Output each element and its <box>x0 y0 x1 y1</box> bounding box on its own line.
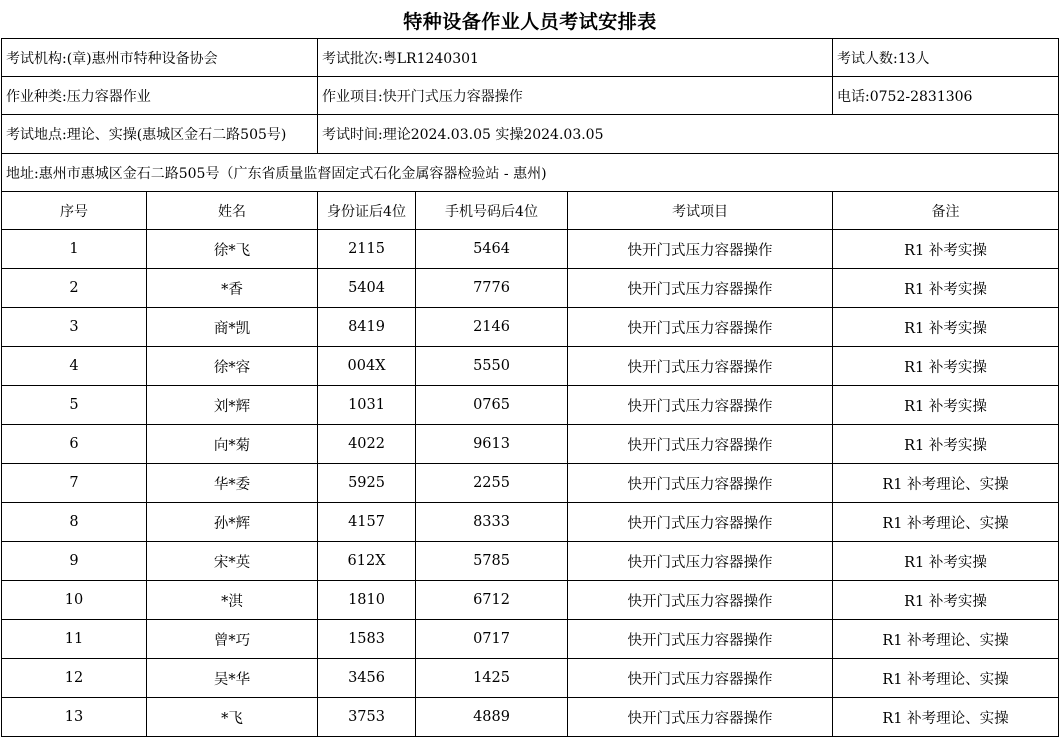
header-item: 考试项目 <box>568 192 833 230</box>
cell-no: 6 <box>2 425 147 464</box>
table-row <box>2 620 1059 659</box>
cell-phone: 1425 <box>416 659 568 698</box>
cell-id: 1031 <box>318 386 416 425</box>
cell-no: 11 <box>2 620 147 659</box>
cell-phone: 5785 <box>416 542 568 581</box>
cell-id: 3753 <box>318 698 416 737</box>
cell-item: 快开门式压力容器操作 <box>568 425 833 464</box>
cell-item: 快开门式压力容器操作 <box>568 464 833 503</box>
page-title: 特种设备作业人员考试安排表 <box>403 11 657 33</box>
cell-id: 4157 <box>318 503 416 542</box>
cell-remark: R1 补考实操 <box>833 308 1059 347</box>
table-row <box>2 230 1059 269</box>
info-batch: 考试批次:粤LR1240301 <box>318 39 833 77</box>
cell-remark: R1 补考实操 <box>833 386 1059 425</box>
cell-no: 1 <box>2 230 147 269</box>
cell-phone: 0765 <box>416 386 568 425</box>
info-address: 地址:惠州市惠城区金石二路505号（广东省质量监督固定式石化金属容器检验站 - 惠州) <box>2 154 1059 192</box>
cell-item: 快开门式压力容器操作 <box>568 698 833 737</box>
table-row <box>2 269 1059 308</box>
cell-item: 快开门式压力容器操作 <box>568 659 833 698</box>
cell-remark: R1 补考实操 <box>833 347 1059 386</box>
info-item: 作业项目:快开门式压力容器操作 <box>318 77 833 115</box>
cell-id: 612X <box>318 542 416 581</box>
cell-id: 2115 <box>318 230 416 269</box>
cell-remark: R1 补考实操 <box>833 425 1059 464</box>
cell-id: 5404 <box>318 269 416 308</box>
cell-name: 曾*巧 <box>147 620 318 659</box>
cell-phone: 9613 <box>416 425 568 464</box>
cell-remark: R1 补考实操 <box>833 269 1059 308</box>
table-row <box>2 425 1059 464</box>
cell-phone: 7776 <box>416 269 568 308</box>
cell-remark: R1 补考理论、实操 <box>833 620 1059 659</box>
cell-remark: R1 补考理论、实操 <box>833 464 1059 503</box>
info-time: 考试时间:理论2024.03.05 实操2024.03.05 <box>318 115 1059 154</box>
cell-no: 5 <box>2 386 147 425</box>
cell-phone: 8333 <box>416 503 568 542</box>
cell-remark: R1 补考实操 <box>833 230 1059 269</box>
table-row <box>2 581 1059 620</box>
cell-name: 商*凯 <box>147 308 318 347</box>
header-no: 序号 <box>2 192 147 230</box>
cell-name: *飞 <box>147 698 318 737</box>
cell-id: 8419 <box>318 308 416 347</box>
cell-name: 吴*华 <box>147 659 318 698</box>
cell-item: 快开门式压力容器操作 <box>568 542 833 581</box>
cell-phone: 2255 <box>416 464 568 503</box>
table-row <box>2 659 1059 698</box>
cell-phone: 0717 <box>416 620 568 659</box>
info-org: 考试机构:(章)惠州市特种设备协会 <box>2 39 318 77</box>
info-phone: 电话:0752-2831306 <box>833 77 1059 115</box>
cell-name: 向*菊 <box>147 425 318 464</box>
info-location: 考试地点:理论、实操(惠城区金石二路505号) <box>2 115 318 154</box>
header-phone: 手机号码后4位 <box>416 192 568 230</box>
cell-id: 1583 <box>318 620 416 659</box>
info-category: 作业种类:压力容器作业 <box>2 77 318 115</box>
cell-no: 4 <box>2 347 147 386</box>
cell-name: 徐*容 <box>147 347 318 386</box>
table-header-row <box>2 192 1059 230</box>
table-row <box>2 308 1059 347</box>
cell-phone: 4889 <box>416 698 568 737</box>
cell-no: 12 <box>2 659 147 698</box>
cell-item: 快开门式压力容器操作 <box>568 386 833 425</box>
cell-name: *淇 <box>147 581 318 620</box>
cell-phone: 5550 <box>416 347 568 386</box>
cell-remark: R1 补考理论、实操 <box>833 698 1059 737</box>
table-row <box>2 464 1059 503</box>
cell-id: 004X <box>318 347 416 386</box>
table-row <box>2 503 1059 542</box>
header-name: 姓名 <box>147 192 318 230</box>
cell-id: 1810 <box>318 581 416 620</box>
cell-remark: R1 补考实操 <box>833 542 1059 581</box>
cell-item: 快开门式压力容器操作 <box>568 503 833 542</box>
cell-name: 刘*辉 <box>147 386 318 425</box>
header-id: 身份证后4位 <box>318 192 416 230</box>
cell-item: 快开门式压力容器操作 <box>568 620 833 659</box>
table-row <box>2 347 1059 386</box>
cell-item: 快开门式压力容器操作 <box>568 269 833 308</box>
cell-id: 4022 <box>318 425 416 464</box>
cell-remark: R1 补考理论、实操 <box>833 659 1059 698</box>
cell-id: 3456 <box>318 659 416 698</box>
info-count: 考试人数:13人 <box>833 39 1059 77</box>
table-row <box>2 698 1059 737</box>
cell-remark: R1 补考实操 <box>833 581 1059 620</box>
cell-no: 7 <box>2 464 147 503</box>
cell-id: 5925 <box>318 464 416 503</box>
cell-item: 快开门式压力容器操作 <box>568 347 833 386</box>
cell-name: 孙*辉 <box>147 503 318 542</box>
cell-name: 宋*英 <box>147 542 318 581</box>
cell-phone: 2146 <box>416 308 568 347</box>
cell-no: 3 <box>2 308 147 347</box>
cell-name: 徐*飞 <box>147 230 318 269</box>
cell-name: 华*委 <box>147 464 318 503</box>
table-row <box>2 386 1059 425</box>
cell-item: 快开门式压力容器操作 <box>568 308 833 347</box>
cell-no: 8 <box>2 503 147 542</box>
cell-phone: 5464 <box>416 230 568 269</box>
cell-phone: 6712 <box>416 581 568 620</box>
cell-item: 快开门式压力容器操作 <box>568 230 833 269</box>
cell-no: 13 <box>2 698 147 737</box>
cell-remark: R1 补考理论、实操 <box>833 503 1059 542</box>
cell-no: 2 <box>2 269 147 308</box>
table-row <box>2 542 1059 581</box>
cell-no: 10 <box>2 581 147 620</box>
schedule-table <box>1 38 1059 737</box>
cell-name: *香 <box>147 269 318 308</box>
header-remark: 备注 <box>833 192 1059 230</box>
cell-item: 快开门式压力容器操作 <box>568 581 833 620</box>
cell-no: 9 <box>2 542 147 581</box>
